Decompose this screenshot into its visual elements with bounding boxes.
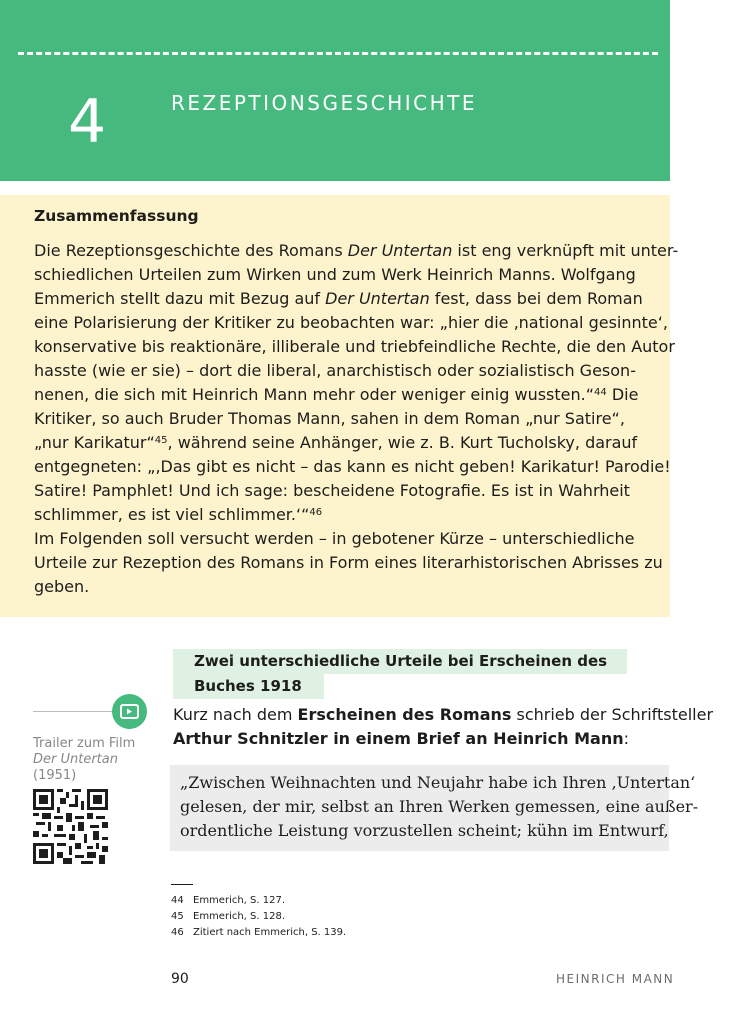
chapter-header [0,0,670,181]
chapter-title: REZEPTIONSGESCHICHTE [171,91,478,115]
media-caption: Trailer zum Film Der Untertan (1951) [33,736,136,783]
media-divider [33,711,113,712]
section-heading-line: Buches 1918 [173,674,324,699]
footnote-ref[interactable]: 45 [154,435,168,446]
footnote-ref[interactable]: 46 [309,507,323,518]
summary-line: Urteile zur Rezeption des Romans in Form eines literarhistorischen Abrisses zu [34,553,663,572]
summary-box [0,195,679,617]
footnote: 46 Zitiert nach Emmerich, S. 139. [171,927,347,938]
footnote: 44 Emmerich, S. 127. [171,895,286,906]
quote-box [170,765,699,851]
dashed-divider [18,52,658,55]
footnotes [171,893,346,941]
summary-line: nenen, die sich mit Heinrich Mann mehr oder weniger einig wussten.“$^{44}$ Die [34,385,639,404]
summary-line: Emmerich stellt dazu mit Bezug auf Der Untertan fest, dass bei dem Roman [34,289,643,308]
summary-text [34,239,679,599]
qr-code[interactable] [33,789,108,864]
summary-line: hasste (wie er sie) – dort die liberal, anarchistisch oder sozialistisch Geson- [34,361,636,380]
summary-heading: Zusammenfassung [34,207,199,225]
chapter-number: 4 [68,87,107,157]
summary-line: Satire! Pamphlet! Und ich sage: bescheidene Fotografie. Es ist in Wahrheit [34,481,630,500]
summary-line: schiedlichen Urteilen zum Wirken und zum Werk Heinrich Manns. Wolfgang [34,265,636,284]
summary-line: Die Rezeptionsgeschichte des Romans Der Untertan ist eng verknüpft mit unter- [34,241,679,260]
summary-line: Im Folgenden soll versucht werden – in gebotener Kürze – unterschiedliche [34,529,635,548]
footnote: 45 Emmerich, S. 128. [171,911,286,922]
quote-text: „Zwischen Weihnachten und Neujahr habe ich Ihren ‚Untertan‘ gelesen, der mir, selbst an Ihren Werken gemessen, eine außer- ordentliche Leistung vorzustellen scheint; kühn im Entwurf, [180,773,699,840]
summary-line: geben. [34,577,90,596]
body-paragraph: Kurz nach dem Erscheinen des Romans schrieb der Schriftsteller Arthur Schnitzler in einem Brief an Heinrich Mann: [173,705,714,748]
footnote-divider [171,884,193,885]
page-number: 90 [171,971,189,987]
summary-line: Kritiker, so auch Bruder Thomas Mann, sahen in dem Roman „nur Satire“, [34,409,625,428]
footnote-ref[interactable]: 44 [594,387,607,398]
summary-line: eine Polarisierung der Kritiker zu beobachten war: „hier die ‚national gesinnte‘, [34,313,668,332]
summary-line: konservative bis reaktionäre, illiberale und triebfeindliche Rechte, die den Autor [34,337,675,356]
running-title: HEINRICH MANN [556,972,675,986]
summary-line: schlimmer, es ist viel schlimmer.‘“$^{46}$ [34,505,323,524]
summary-line: entgegneten: „‚Das gibt es nicht – das kann es nicht geben! Karikatur! Parodie! [34,457,671,476]
play-icon[interactable] [112,694,147,729]
section-heading-line: Zwei unterschiedliche Urteile bei Erscheinen des [173,649,627,674]
summary-line: „nur Karikatur“$^{45}$, während seine Anhänger, wie z. B. Kurt Tucholsky, darauf [34,433,638,452]
section-heading [173,649,627,699]
